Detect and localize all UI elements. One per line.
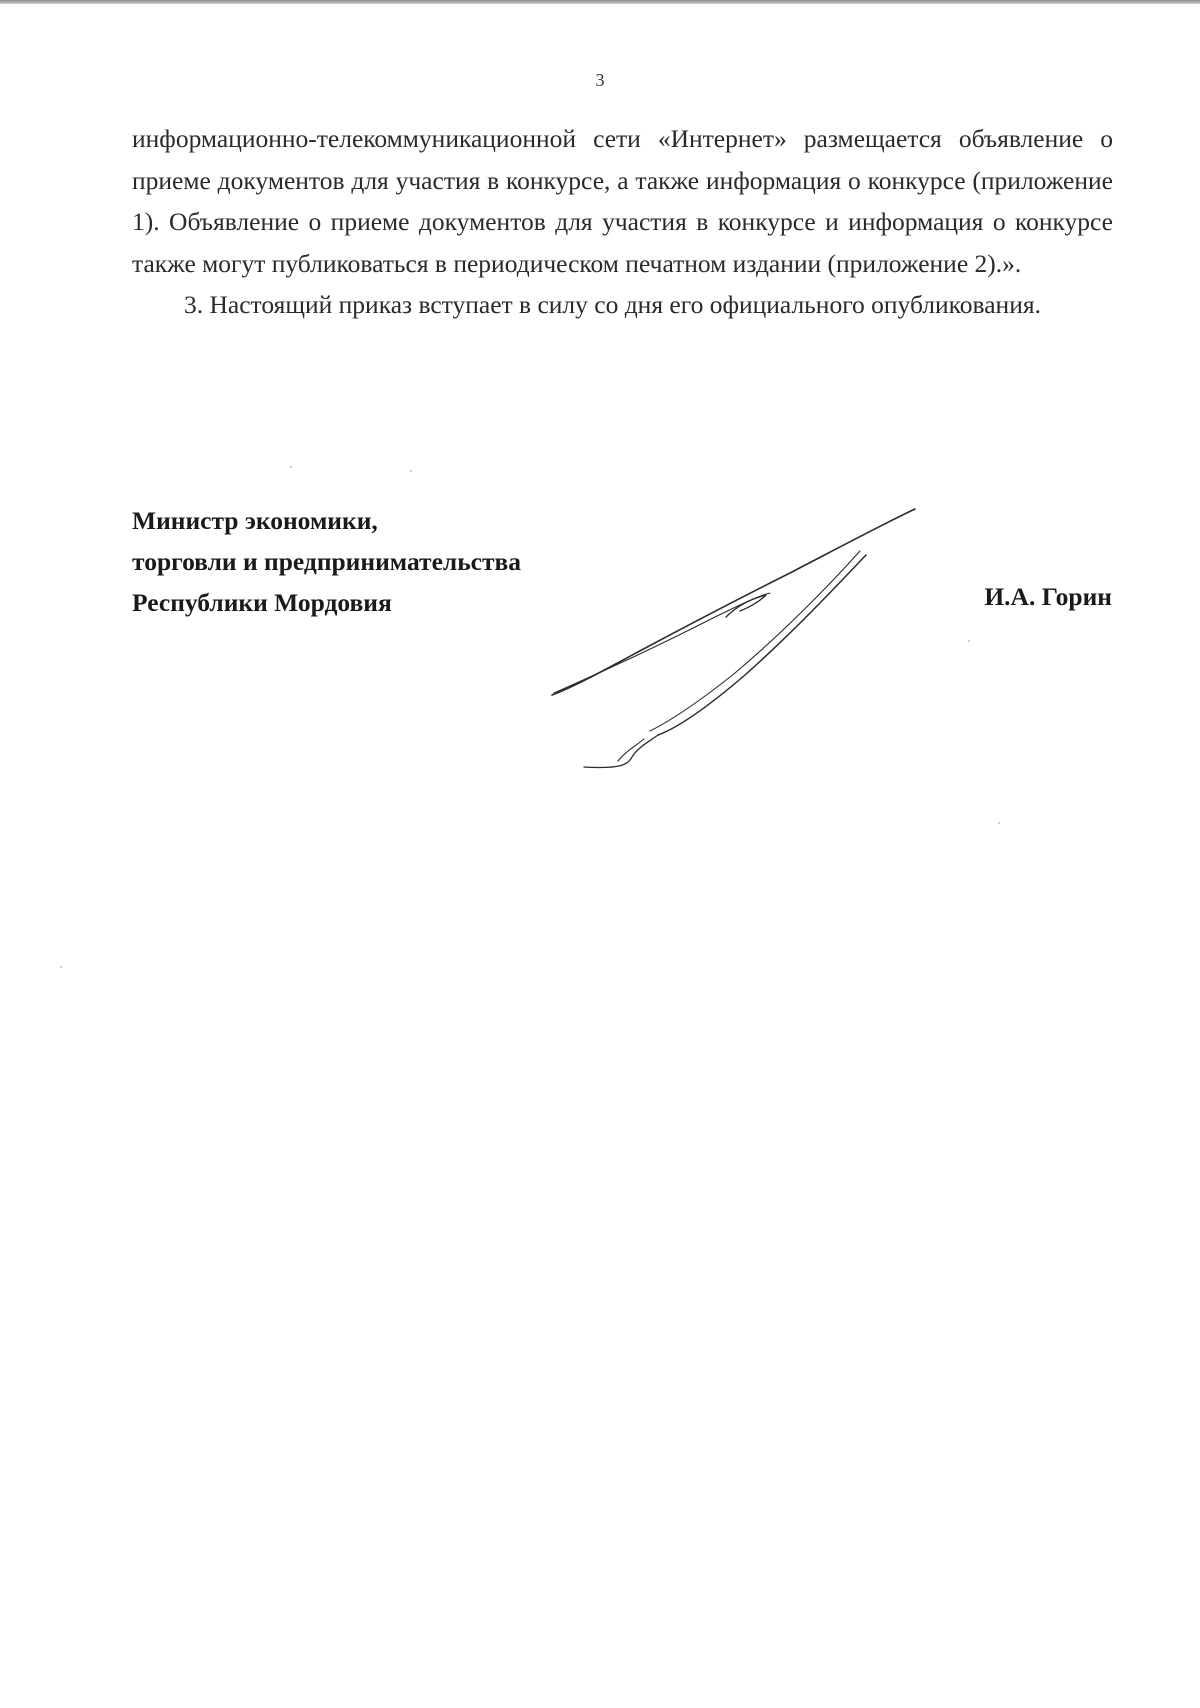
page-number: 3 bbox=[595, 70, 605, 90]
scan-speck bbox=[410, 470, 412, 472]
signer-position-line: торговли и предпринимательства bbox=[132, 547, 522, 576]
signer-position-line: Республики Мордовия bbox=[132, 588, 392, 617]
signer-position bbox=[132, 500, 521, 623]
scan-speck bbox=[998, 822, 1000, 824]
paragraph-continuation: информационно-телекоммуникационной сети «Интернет» размещается объявление о приеме документов для участия в конкурсе, а также информация о конкурсе (приложение 1). Объявление о приеме документов для участия в конкурсе и информация о конкурсе также могут публиковаться в периодическом печатном издании (приложение 2).». bbox=[132, 124, 1113, 278]
signer-position-line: Министр экономики, bbox=[132, 506, 378, 535]
handwritten-signature bbox=[540, 495, 930, 780]
document-body bbox=[132, 118, 1113, 326]
scan-speck bbox=[290, 466, 292, 468]
signer-name: И.А. Горин bbox=[984, 582, 1112, 611]
scan-speck bbox=[968, 640, 970, 642]
paragraph-item-3: 3. Настоящий приказ вступает в силу со дня его официального опубликования. bbox=[184, 290, 1041, 319]
scan-speck bbox=[60, 966, 62, 968]
scan-top-edge bbox=[0, 0, 1200, 4]
